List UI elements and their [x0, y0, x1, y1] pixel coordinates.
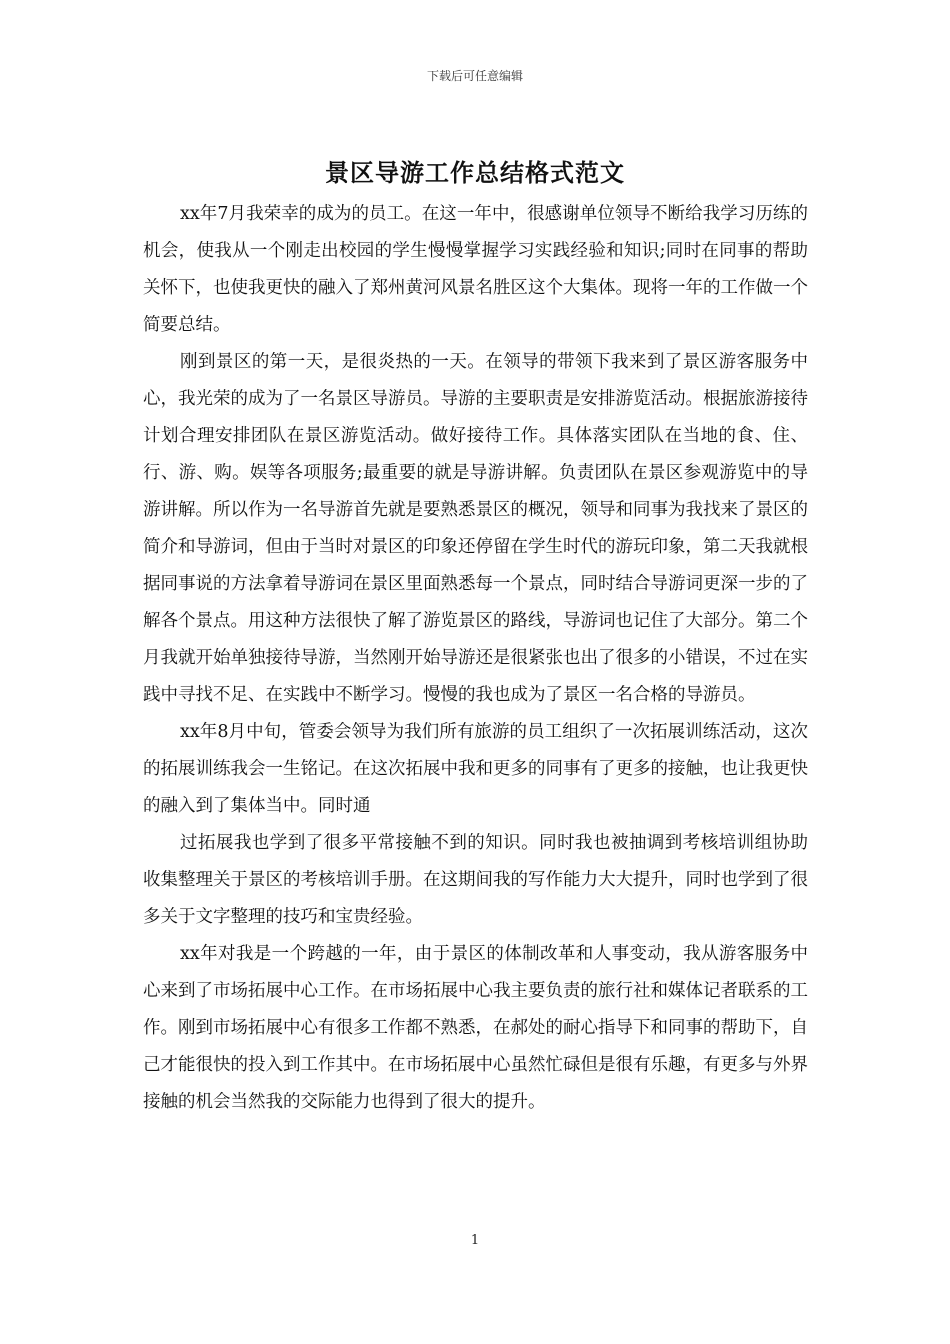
paragraph-2: 刚到景区的第一天，是很炎热的一天。在领导的带领下我来到了景区游客服务中心，我光荣的成为了一名景区导游员。导游的主要职责是安排游览活动。根据旅游接待计划合理安排团队在景区游览活动。做好接待工作。具体落实团队在当地的食、住、行、游、购。娱等各项服务;最重要的就是导游讲解。负责团队在景区参观游览中的导游讲解。所以作为一名导游首先就是要熟悉景区的概况，领导和同事为我找来了景区的简介和导游词，但由于当时对景区的印象还停留在学生时代的游玩印象，第二天我就根据同事说的方法拿着导游词在景区里面熟悉每一个景点，同时结合导游词更深一步的了解各个景点。用这种方法很快了解了游览景区的路线，导游词也记住了大部分。第二个月我就开始单独接待导游，当然刚开始导游还是很紧张也出了很多的小错误，不过在实践中寻找不足、在实践中不断学习。慢慢的我也成为了景区一名合格的导游员。 [143, 352, 808, 705]
paragraph-4: 过拓展我也学到了很多平常接触不到的知识。同时我也被抽调到考核培训组协助收集整理关于景区的考核培训手册。在这期间我的写作能力大大提升，同时也学到了很多关于文字整理的技巧和宝贵经验。 [143, 833, 808, 927]
document-body [143, 196, 808, 1121]
header-note: 下载后可任意编辑 [426, 69, 523, 83]
paragraph-5: xx年对我是一个跨越的一年，由于景区的体制改革和人事变动，我从游客服务中心来到了市场拓展中心工作。在市场拓展中心我主要负责的旅行社和媒体记者联系的工作。刚到市场拓展中心有很多工作都不熟悉，在郝处的耐心指导下和同事的帮助下，自己才能很快的投入到工作其中。在市场拓展中心虽然忙碌但是很有乐趣，有更多与外界接触的机会当然我的交际能力也得到了很大的提升。 [143, 944, 808, 1112]
paragraph-1: xx年7月我荣幸的成为的员工。在这一年中，很感谢单位领导不断给我学习历练的机会，使我从一个刚走出校园的学生慢慢掌握学习实践经验和知识;同时在同事的帮助关怀下，也使我更快的融入了郑州黄河风景名胜区这个大集体。现将一年的工作做一个简要总结。 [143, 204, 808, 335]
page-number: 1 [470, 1233, 480, 1248]
document-title: 景区导游工作总结格式范文 [325, 159, 625, 187]
paragraph-3: xx年8月中旬，管委会领导为我们所有旅游的员工组织了一次拓展训练活动，这次的拓展训练我会一生铭记。在这次拓展中我和更多的同事有了更多的接触，也让我更快的融入到了集体当中。同时通 [143, 722, 808, 816]
